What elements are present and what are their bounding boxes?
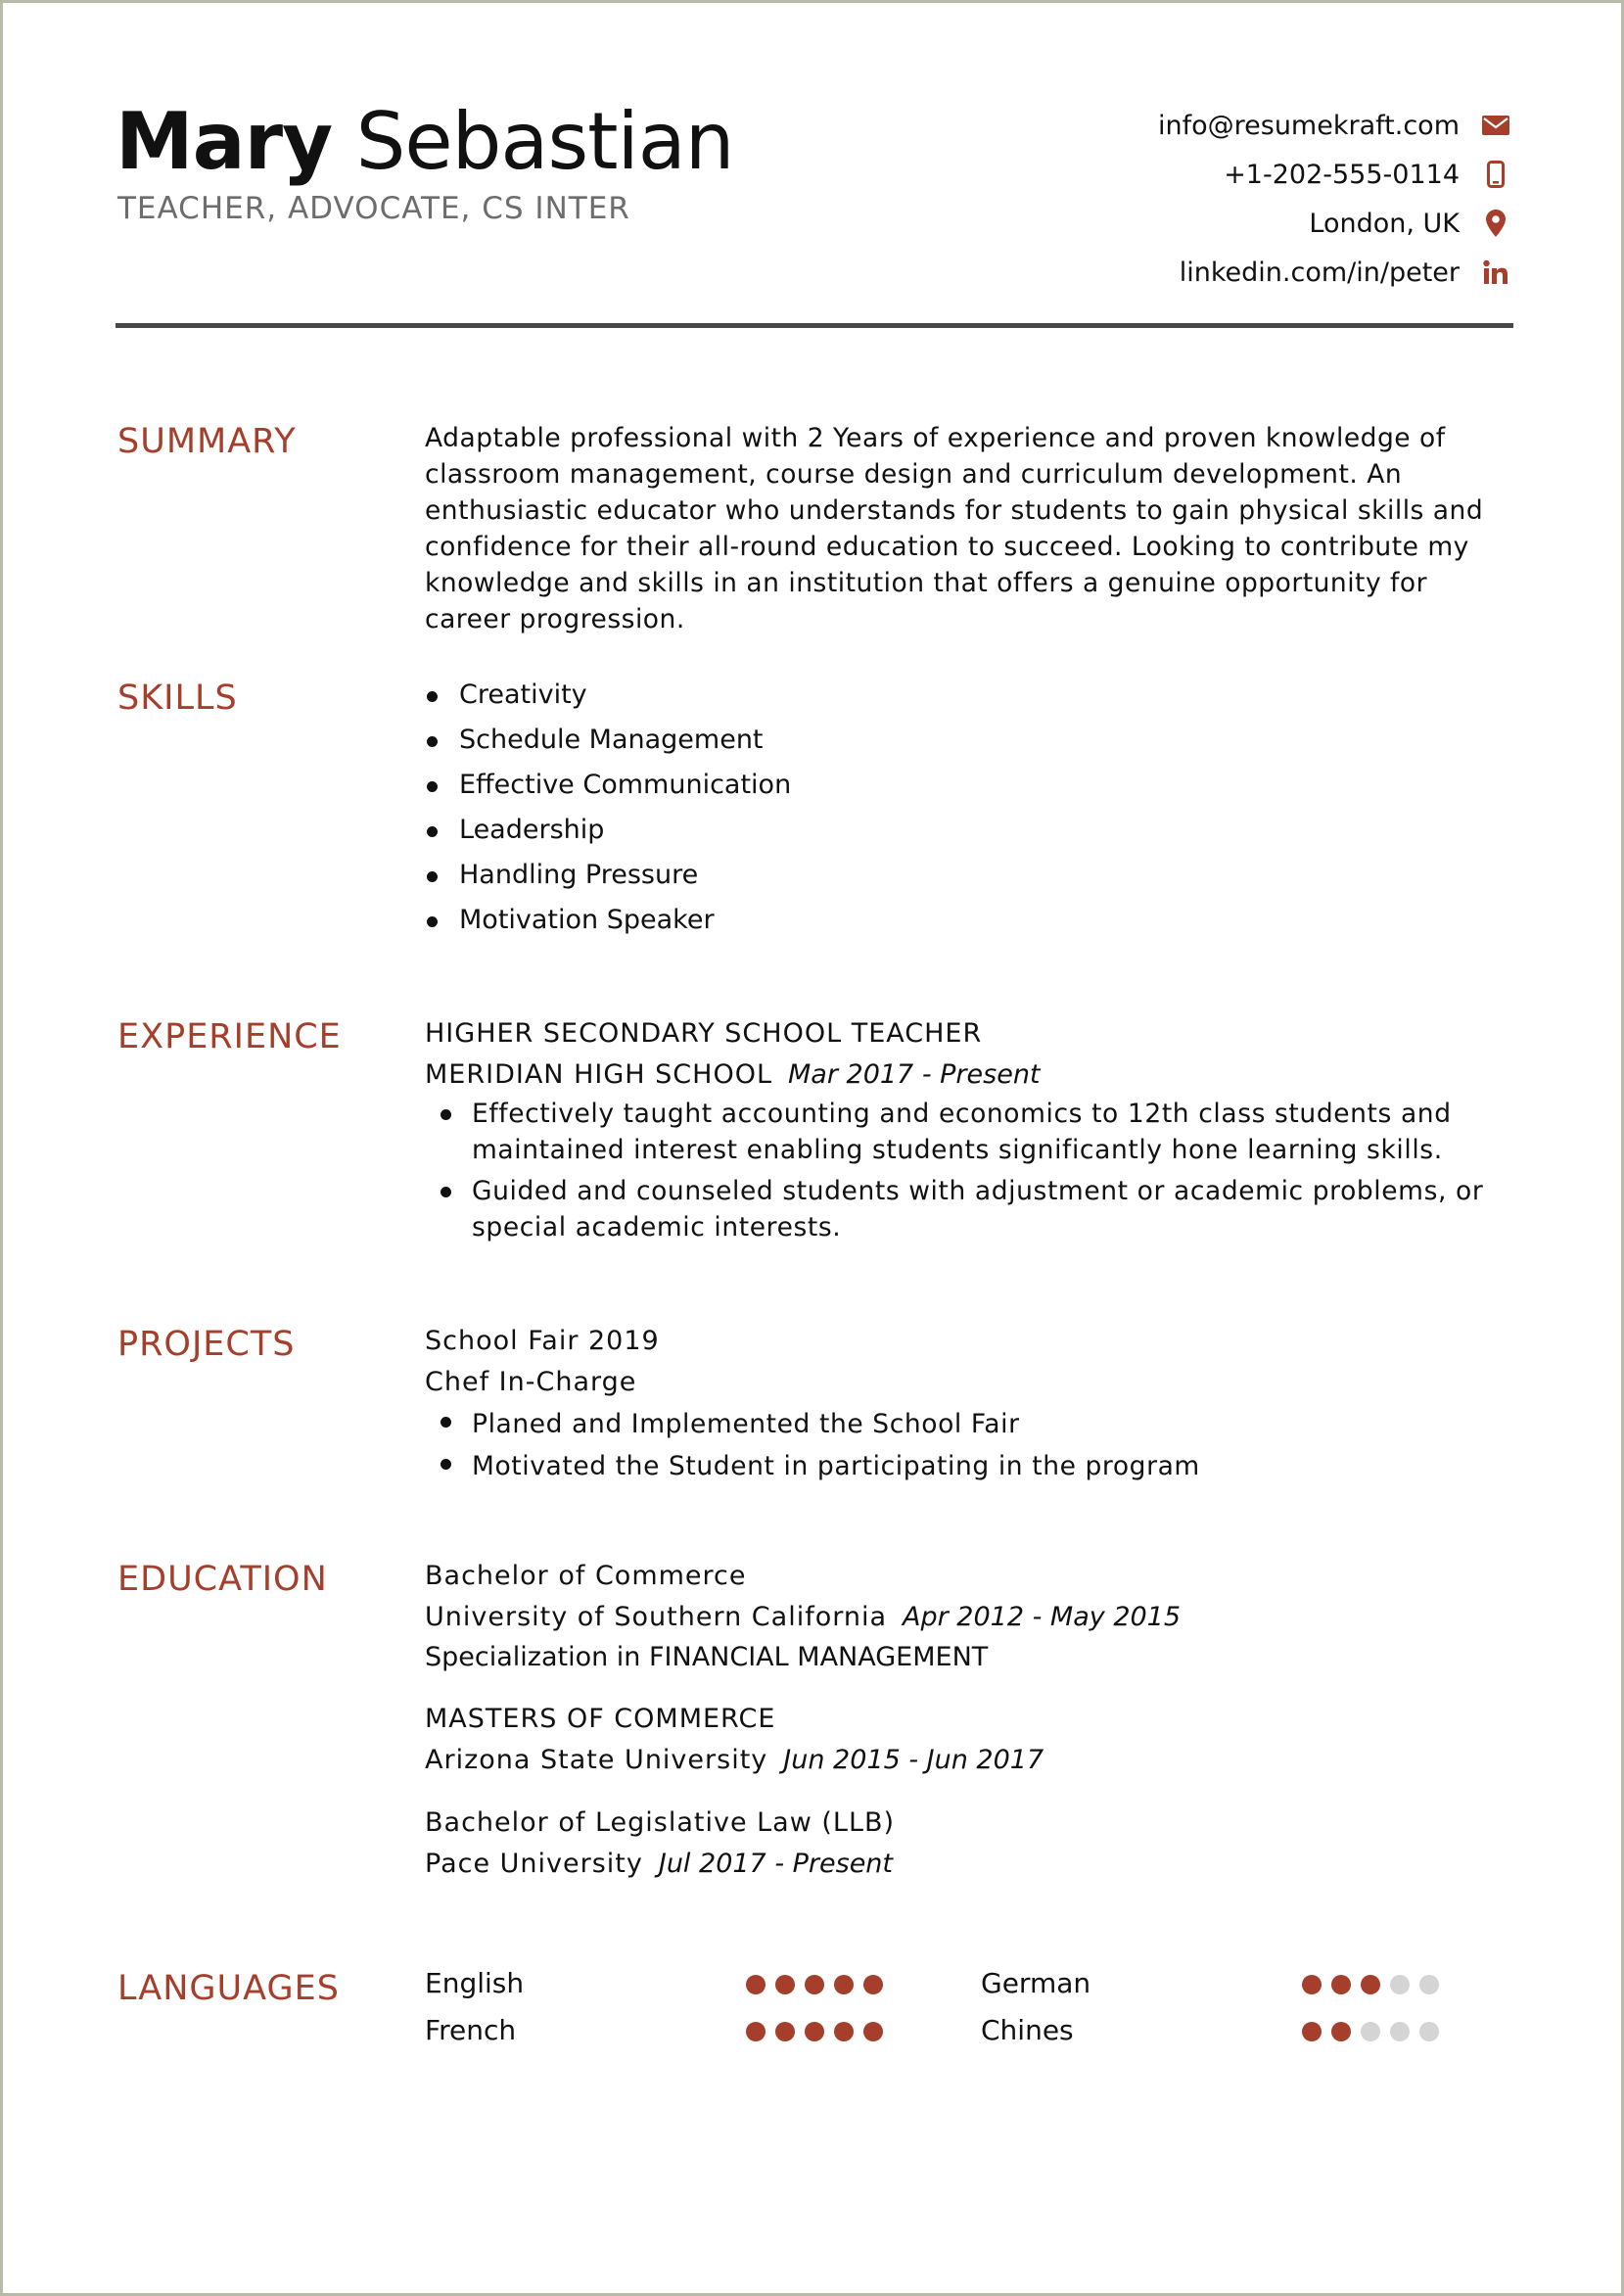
languages-section bbox=[425, 1960, 1513, 2068]
job-title: HIGHER SECONDARY SCHOOL TEACHER bbox=[425, 1018, 983, 1049]
language-item bbox=[425, 2007, 895, 2054]
language-item bbox=[981, 2007, 1451, 2054]
rating-dot-filled bbox=[1331, 1975, 1351, 1994]
projects-section bbox=[425, 1321, 1513, 1487]
school-line bbox=[425, 1844, 1513, 1885]
linkedin-text: linkedin.com/in/peter bbox=[1179, 257, 1460, 288]
education-detail: Specialization in FINANCIAL MANAGEMENT bbox=[425, 1642, 989, 1672]
language-name: French bbox=[425, 2014, 517, 2046]
language-rating bbox=[746, 2022, 893, 2041]
job-bullets bbox=[425, 1096, 1513, 1245]
header-divider bbox=[116, 323, 1513, 328]
language-name: Chines bbox=[981, 2014, 1074, 2046]
rating-dot-filled bbox=[805, 2022, 824, 2041]
language-rating bbox=[746, 1975, 893, 1994]
candidate-name bbox=[116, 93, 733, 191]
school-line bbox=[425, 1740, 1513, 1781]
linkedin-icon bbox=[1481, 258, 1510, 287]
degree-title: Bachelor of Commerce bbox=[425, 1561, 747, 1591]
job-bullet: Effectively taught accounting and economics to 12th class students and maintained interest enabling students significantly hone learning skills. bbox=[425, 1096, 1513, 1168]
languages-grid bbox=[425, 1960, 1513, 2068]
skills-list bbox=[425, 673, 1513, 943]
project-bullet: Motivated the Student in participating in the program bbox=[425, 1445, 1513, 1487]
rating-dot-filled bbox=[746, 1975, 766, 1994]
school-name: Arizona State University bbox=[425, 1745, 768, 1775]
education-section bbox=[425, 1556, 1513, 1906]
skill-item: Schedule Management bbox=[425, 718, 1513, 763]
rating-dot-filled bbox=[1361, 1975, 1380, 1994]
rating-dot-filled bbox=[1302, 2022, 1322, 2041]
job-bullet: Guided and counseled students with adjustment or academic problems, or special academic interests. bbox=[425, 1173, 1513, 1245]
experience-section bbox=[425, 1013, 1513, 1245]
employer-name: MERIDIAN HIGH SCHOOL bbox=[425, 1059, 772, 1090]
section-title-experience: EXPERIENCE bbox=[117, 1017, 342, 1056]
rating-dot-filled bbox=[1331, 2022, 1351, 2041]
rating-dot-empty bbox=[1390, 2022, 1410, 2041]
language-item bbox=[425, 1960, 895, 2007]
project-bullets bbox=[425, 1403, 1513, 1487]
first-name: Mary bbox=[116, 96, 333, 187]
project-title: School Fair 2019 bbox=[425, 1326, 660, 1356]
contact-location bbox=[825, 199, 1510, 248]
skills-section bbox=[425, 673, 1513, 943]
language-item bbox=[981, 1960, 1451, 2007]
phone-text: +1-202-555-0114 bbox=[1224, 159, 1460, 190]
rating-dot-empty bbox=[1390, 1975, 1410, 1994]
contact-phone bbox=[825, 150, 1510, 199]
job-employer-line bbox=[425, 1054, 1513, 1096]
location-text: London, UK bbox=[1309, 208, 1460, 239]
rating-dot-empty bbox=[1361, 2022, 1380, 2041]
rating-dot-filled bbox=[863, 2022, 883, 2041]
section-title-education: EDUCATION bbox=[117, 1560, 328, 1599]
job-dates: Mar 2017 - Present bbox=[788, 1059, 1041, 1090]
skill-item: Handling Pressure bbox=[425, 853, 1513, 898]
skill-item: Leadership bbox=[425, 808, 1513, 853]
envelope-icon bbox=[1481, 111, 1510, 140]
rating-dot-filled bbox=[775, 2022, 795, 2041]
language-rating bbox=[1302, 2022, 1449, 2041]
rating-dot-filled bbox=[805, 1975, 824, 1994]
last-name: Sebastian bbox=[355, 96, 734, 187]
project-bullet: Planed and Implemented the School Fair bbox=[425, 1403, 1513, 1445]
education-dates: Jul 2017 - Present bbox=[658, 1849, 894, 1879]
rating-dot-filled bbox=[863, 1975, 883, 1994]
skill-item: Motivation Speaker bbox=[425, 898, 1513, 943]
project-role: Chef In-Charge bbox=[425, 1367, 637, 1397]
tagline: TEACHER, ADVOCATE, CS INTER bbox=[117, 191, 630, 226]
school-name: University of Southern California bbox=[425, 1602, 888, 1632]
contact-list bbox=[825, 101, 1510, 297]
rating-dot-empty bbox=[1419, 1975, 1439, 1994]
contact-linkedin bbox=[825, 248, 1510, 297]
rating-dot-filled bbox=[1302, 1975, 1322, 1994]
degree-title: Bachelor of Legislative Law (LLB) bbox=[425, 1807, 896, 1838]
section-title-skills: SKILLS bbox=[117, 679, 238, 718]
map-pin-icon bbox=[1481, 209, 1510, 238]
section-title-projects: PROJECTS bbox=[117, 1325, 296, 1364]
degree-title: MASTERS OF COMMERCE bbox=[425, 1704, 776, 1734]
rating-dot-filled bbox=[834, 2022, 854, 2041]
email-text: info@resumekraft.com bbox=[1158, 110, 1460, 141]
education-item bbox=[425, 1556, 1513, 1677]
school-line bbox=[425, 1597, 1513, 1638]
mobile-phone-icon bbox=[1481, 160, 1510, 189]
section-title-languages: LANGUAGES bbox=[117, 1969, 340, 2008]
language-name: German bbox=[981, 1967, 1091, 1999]
school-name: Pace University bbox=[425, 1849, 643, 1879]
education-dates: Jun 2015 - Jun 2017 bbox=[783, 1745, 1044, 1775]
rating-dot-empty bbox=[1419, 2022, 1439, 2041]
rating-dot-filled bbox=[746, 2022, 766, 2041]
skill-item: Effective Communication bbox=[425, 763, 1513, 808]
education-item bbox=[425, 1699, 1513, 1781]
education-item bbox=[425, 1803, 1513, 1885]
rating-dot-filled bbox=[834, 1975, 854, 1994]
rating-dot-filled bbox=[775, 1975, 795, 1994]
summary-text: Adaptable professional with 2 Years of experience and proven knowledge of classroom management, course design and curriculum development. An enthusiastic educator who understands for students to gain physical skills and confidence for their all-round education to succeed. Looking to contribute my knowledge and skills in an institution that offers a genuine opportunity for career progression. bbox=[425, 423, 1484, 634]
language-rating bbox=[1302, 1975, 1449, 1994]
section-title-summary: SUMMARY bbox=[117, 422, 297, 461]
skill-item: Creativity bbox=[425, 673, 1513, 718]
language-name: English bbox=[425, 1967, 525, 1999]
education-dates: Apr 2012 - May 2015 bbox=[903, 1602, 1182, 1632]
contact-email bbox=[825, 101, 1510, 150]
summary-section bbox=[425, 420, 1513, 637]
